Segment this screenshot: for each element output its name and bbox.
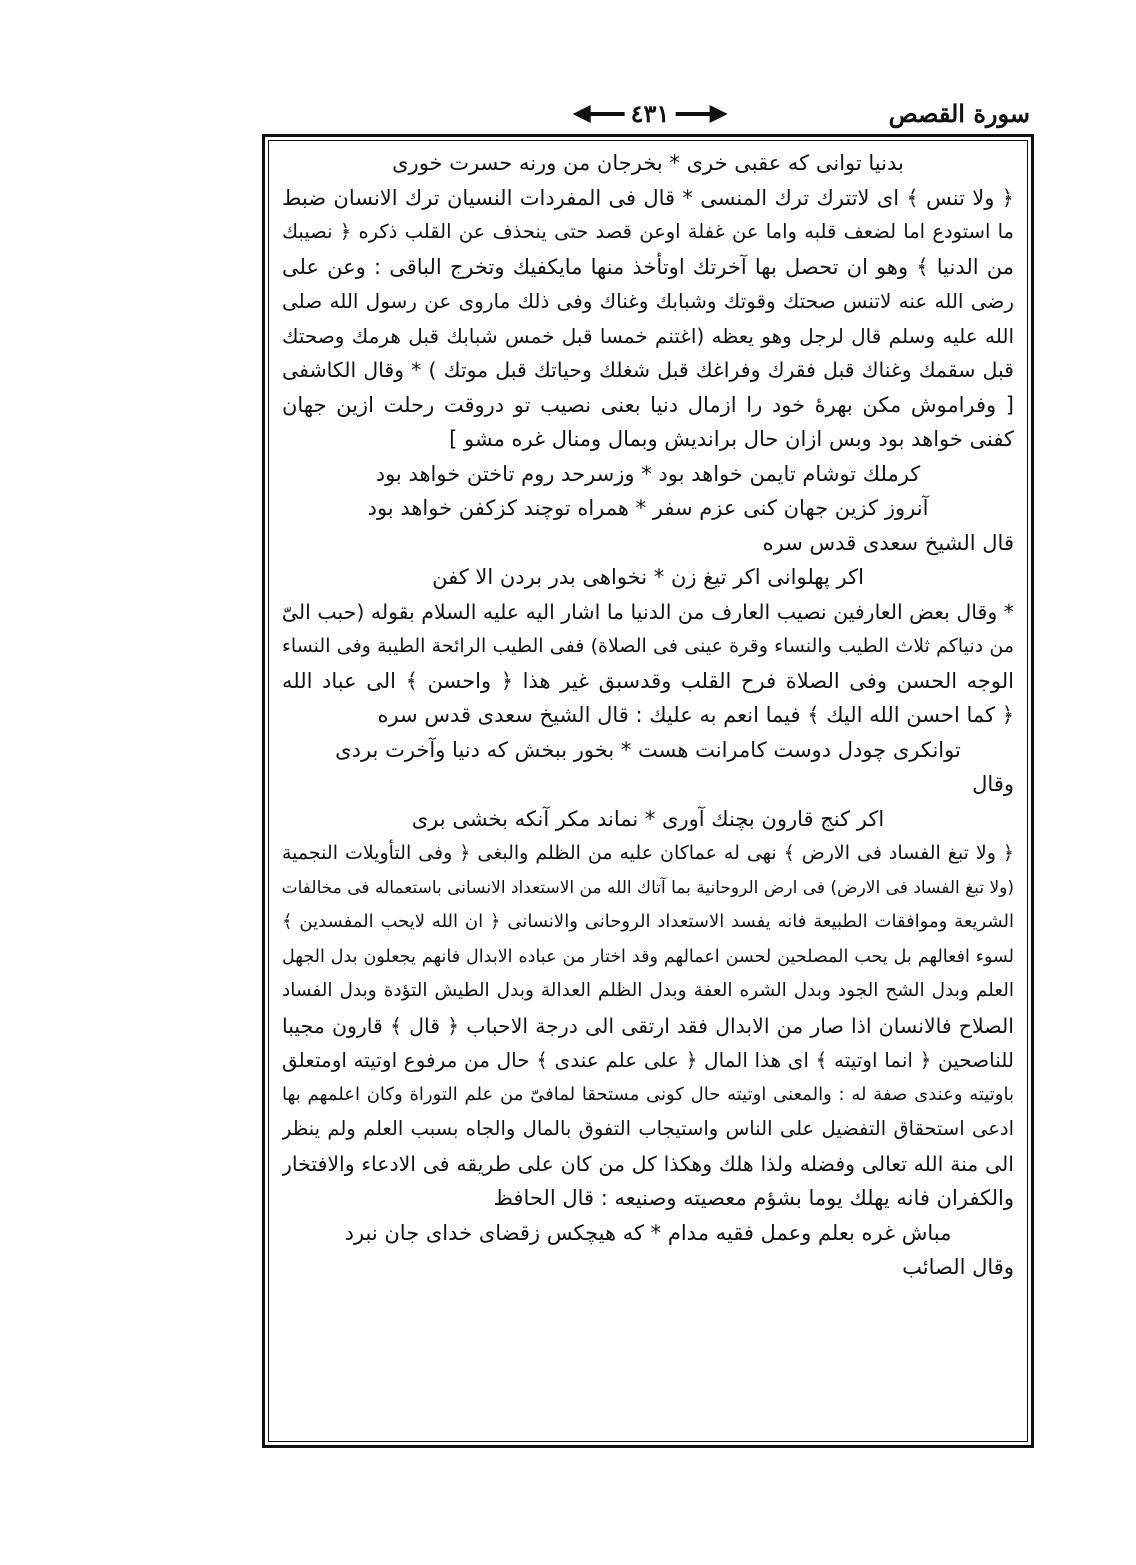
text-line: كفنی خواهد بود وبس ازان حال برانديش وبمال ومنال غره مشو ] <box>449 427 1014 451</box>
text-line: والكفران فانه يهلك يوما بشؤم معصيته وصنيعه : قال الحافظ <box>493 1186 1014 1210</box>
text-line: وقال الصائب <box>902 1255 1014 1279</box>
text-line: ما استودع اما لضعف قلبه واما عن غفلة اوعن قصد حتی ينحذف عن القلب ذكره ﴿ نصيبك <box>282 220 1014 243</box>
text-line: * وقال بعض العارفين نصيب العارف من الدنيا ما اشار اليه عليه السلام بقوله (حبب الیّ <box>282 599 1014 624</box>
text-line: باوتيته وعندی صفة له : والمعنی اوتيته حال كونی مستحقا لمافیّ من علم التوراة وكان اعلمهم بها <box>282 1083 1014 1105</box>
verse-line: آنروز كزين جهان كنی عزم سفر * همراه توچند كزكفن خواهد بود <box>367 496 929 520</box>
text-line: الله عليه وسلم قال لرجل وهو يعظه (اغتنم خمسا قبل خمس شبابك قبل هرمك وصحتك <box>282 323 1014 348</box>
text-line: قال الشيخ سعدی قدس سره <box>762 530 1014 555</box>
text-line: وقال <box>972 772 1014 796</box>
text-line: للناصحين ﴿ انما اوتيته ﴾ ای هذا المال ﴿ علی علم عندی ﴾ حال من مرفوع اوتيته اومتعلق <box>282 1048 1014 1072</box>
text-line: ﴿ ولا تنس ﴾ ای لاتترك ترك المنسى * قال فی المفردات النسيان ترك الانسان ضبط <box>282 185 1014 210</box>
text-line: ﴿ كما احسن الله اليك ﴾ فيما انعم به عليك : قال الشيخ سعدی قدس سره <box>377 703 1014 727</box>
text-line: من دنياكم ثلاث الطيب والنساء وقرة عينی فی الصلاة) ففی الطيب الرائحة الطيبة وفی النساء <box>282 635 1014 657</box>
text-line: قبل سقمك وغناك قبل فقرك وفراغك قبل شغلك وحياتك قبل موتك ) * وقال الكاشفی <box>282 358 1014 382</box>
surah-title: سورة القصص <box>888 99 1030 128</box>
running-head <box>270 96 1030 132</box>
text-line: الی منة الله تعالی وفضله ولذا هلك وهكذا كل من كان علی طريقه فی الادعاء والافتخار <box>282 1151 1014 1176</box>
text-line: من الدنيا ﴾ وهو ان تحصل بها آخرتك اوتأخذ منها مايكفيك وتخرج الباقی : وعن علی <box>282 254 1014 279</box>
text-line: (ولا تبغ الفساد فی الارض) فی ارض الروحانية بما آتاك الله من الاستعداد الانسانی باستعماله فی مخالفات <box>282 877 1014 898</box>
verse-line: اكر پهلوانی اكر تيغ زن * نخواهی بدر بردن الا كفن <box>432 565 864 589</box>
ornament-left-icon <box>577 107 625 121</box>
ornament-right-icon <box>675 107 723 121</box>
text-line: ﴿ ولا تبغ الفساد فی الارض ﴾ نهی له عماكان عليه من الظلم والبغی ﴿ وفی التأويلات النجمية <box>282 842 1014 864</box>
text-line: رضی الله عنه لاتنس صحتك وقوتك وشبابك وغناك وفی ذلك ماروی عن رسول الله صلی <box>282 289 1014 313</box>
text-line: [ وفراموش مكن بهرهٔ خود را ازمال دنيا بعنی نصيب تو دروقت رحلت ازين جهان <box>282 392 1014 417</box>
verse-line: كرملك توشام تايمن خواهد بود * وزسرحد روم تاختن خواهد بود <box>375 461 921 486</box>
text-line: ادعی استحقاق التفضيل علی الناس واستيجاب التفوق بالمال والجاه بسبب العلم ولم ينظر <box>282 1117 1014 1140</box>
text-line: الصلاح فالانسان اذا صار من الابدال فقد ارتقی الی درجة الاحباب ﴿ قال ﴾ قارون مجيبا <box>282 1013 1014 1038</box>
page-number: ٤٣١ <box>630 99 670 128</box>
text-line: العلم وبدل الشح الجود وبدل الشره العفة وبدل الظلم العدالة وبدل الطيش التؤدة وبدل الفساد <box>282 980 1014 1001</box>
verse-line: توانكری چودل دوست كامرانت هست * بخور ببخش كه دنيا وآخرت بردی <box>335 737 961 762</box>
main-text <box>282 146 1014 1285</box>
page-number-ornament <box>577 96 724 132</box>
verse-line: بدنيا توانی که عقبی خری * بخرجان من ورنه حسرت خوری <box>392 151 904 175</box>
text-line: الشريعة وموافقات الطبيعة فانه يفسد الاستعداد الروحانی والانسانی ﴿ ان الله لايحب المفسدين ﴾ <box>282 911 1014 932</box>
text-line: لسوء افعالهم بل يحب المصلحين لحسن اعمالهم وقد اختار من عباده الابدال فانهم يجعلون بدل الجهل <box>282 946 1014 967</box>
verse-line: اكر كنج قارون بچنك آوری * نماند مكر آنكه بخشی بری <box>411 806 885 831</box>
text-line: الوجه الحسن وفی الصلاة فرح القلب وقدسبق غير هذا ﴿ واحسن ﴾ الی عباد الله <box>282 668 1014 693</box>
verse-line: مباش غره بعلم وعمل فقيه مدام * كه هيچكس زقضای خدای جان نبرد <box>344 1220 952 1245</box>
